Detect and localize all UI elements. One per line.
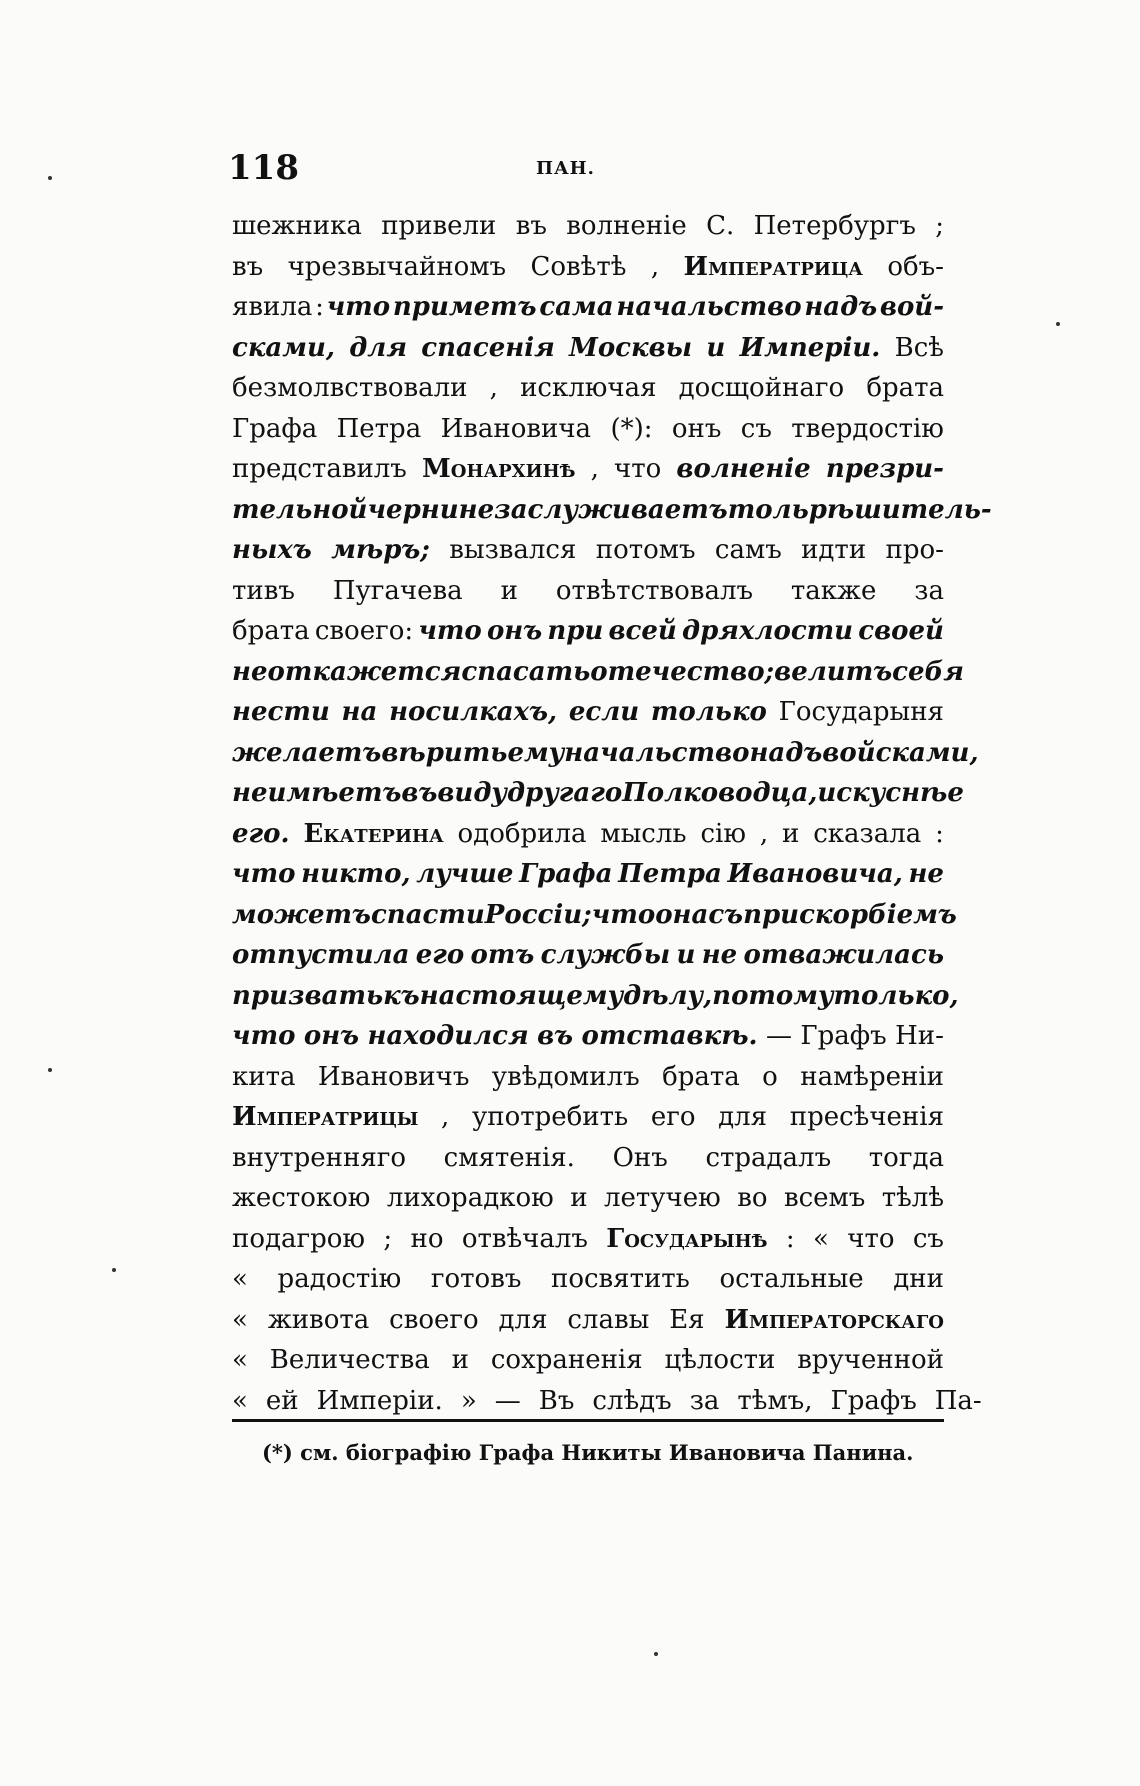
word: ныхъ [232,535,312,565]
word: съ [912,1223,944,1254]
word: ему [507,737,565,768]
word: потомъ [595,535,696,565]
word: лучше [416,859,514,889]
print-speck [48,176,52,180]
word: Екатерина [303,818,444,849]
text-line [232,1219,944,1260]
word: начальство [616,292,802,322]
text-line [232,1016,944,1057]
word: заслуживаетъ [494,494,728,525]
word: только, [833,980,959,1011]
word: Россіи; [484,899,592,930]
text-line [232,449,944,490]
word: Онъ [612,1142,668,1173]
text-line [232,1138,944,1179]
word: онъ [486,616,543,646]
word: въ [537,1021,574,1051]
word: лихорадкою [386,1183,554,1213]
word: презри- [825,454,944,484]
word: и [570,1183,588,1213]
word: Графъ [830,1385,917,1416]
word: объ- [887,251,944,282]
text-line [232,490,992,531]
word: что [232,859,296,889]
word: рѣшитель- [808,494,992,525]
word: во [737,1183,768,1213]
word: явила [232,292,313,322]
text-line [232,287,944,328]
word: : [935,818,944,849]
word: Ни- [895,1021,944,1051]
word: что [326,292,391,322]
word: мысль [600,818,687,849]
word: намѣреніи [800,1061,944,1092]
text-line [232,409,944,450]
word: не [458,494,495,525]
word: толь [727,494,809,525]
word: сохраненія [490,1345,643,1375]
word: и [706,332,726,363]
word: тѣмъ, [737,1385,813,1416]
word: « [232,1304,248,1335]
word: Императрица [683,251,863,282]
text-line [232,1178,944,1219]
word: дряхлости [682,616,854,646]
word: сками, [232,332,335,363]
text-line [232,1381,982,1422]
text-line [232,530,944,571]
word: за [914,575,944,606]
word: исключая [520,373,657,403]
text-line [232,206,944,247]
word: откажется [267,656,462,687]
word: желаетъ [232,737,382,768]
text-line [232,935,944,976]
word: Совѣтѣ [530,251,627,282]
text-line [232,368,944,409]
word: всей [608,616,677,646]
word: , [650,251,660,282]
word: имѣетъ [267,778,402,808]
word: онъ [303,1021,360,1051]
word: своего: [314,616,414,646]
word: представилъ [232,454,407,484]
word: ей [265,1385,299,1416]
word: славы [567,1304,650,1335]
body-text [232,206,992,1421]
word: виду [437,778,507,808]
word: Полководца, [622,778,818,808]
word: брата [662,1061,740,1092]
word: цѣлости [664,1345,776,1375]
word: и [782,818,800,849]
word: если [568,697,640,727]
text-line [232,652,964,693]
text-line [232,1340,944,1381]
word: мѣръ; [331,535,430,565]
word: съ [740,413,772,444]
print-speck [48,1068,52,1072]
word: брата [232,616,310,646]
text-line [232,328,944,369]
word: своего [389,1304,479,1335]
word: « [812,1223,829,1254]
word: надъ [804,292,878,322]
word: не [232,778,268,808]
word: отвѣтствовалъ [555,575,753,606]
word: самъ [714,535,782,565]
word: шежника [232,211,362,241]
word: Ея [669,1304,705,1335]
word: тивъ [232,575,295,606]
word: она [655,899,709,930]
word: ; [935,211,944,241]
word: прискорбіемъ [743,899,957,930]
word: что [591,899,656,930]
word: Императорскаго [724,1304,944,1335]
word: спасти [370,899,485,930]
word: но [410,1223,444,1254]
word: безмолвствовали [232,373,468,403]
word: вызвался [449,535,577,565]
word: и [451,1345,469,1375]
text-line [232,1057,944,1098]
word: вой- [879,292,944,322]
word: « [232,1345,248,1375]
word: брата [866,373,944,403]
word: Имперіи. [316,1385,443,1416]
word: остальные [719,1264,864,1294]
text-line [232,692,944,733]
word: Ивановича [440,413,592,444]
word: чрезвычайномъ [287,251,507,282]
word: увѣдомилъ [491,1061,640,1092]
word: что [847,1223,895,1254]
word: отвѣчалъ [461,1223,588,1254]
page-header [228,148,948,188]
word: своей [858,616,944,646]
word: Москвы [569,332,693,363]
text-line [232,854,944,895]
word: носилкахъ, [389,697,558,727]
word: кита [232,1061,296,1092]
text-line [232,976,959,1017]
word: не [701,940,738,970]
word: Петра [618,859,722,889]
word: дни [893,1264,944,1294]
word: Пугачева [332,575,463,606]
word: что [614,454,662,484]
word: Въ [538,1385,575,1416]
word: о [762,1061,778,1092]
word: Величества [269,1345,430,1375]
word: спасенія [421,332,555,363]
word: при [547,616,604,646]
word: никто, [301,859,411,889]
word: пресѣченія [789,1102,944,1132]
word: Государынѣ [606,1223,768,1254]
word: идти [801,535,867,565]
word: отставкѣ. [581,1021,758,1051]
text-line [232,773,964,814]
word: твердостію [791,413,944,444]
word: Императрицы [232,1102,419,1132]
word: для [349,332,408,363]
word: не [908,859,944,889]
word: его [415,940,465,970]
word: къ [383,980,420,1011]
word: онъ [671,413,722,444]
word: ; [383,1223,393,1254]
word: волненіе [676,454,811,484]
word: жестокою [232,1183,371,1213]
word: Графа [519,859,613,889]
word: Ивановичъ [317,1061,470,1092]
word: Ивановича, [727,859,903,889]
word: отпустила [232,940,410,970]
word: на [341,697,378,727]
text-line [232,814,944,855]
word: волненіе [566,211,687,241]
word: (*): [610,413,653,444]
text-line [232,1259,944,1300]
word: радостію [277,1264,402,1294]
word: и [676,940,696,970]
word: ; [764,656,775,687]
text-line [232,1097,944,1138]
word: отважилась [743,940,944,970]
word: готовъ [430,1264,522,1294]
word: настоящему [419,980,624,1011]
word: досщойнаго [678,373,845,403]
word: — [766,1021,792,1051]
word: не [232,656,268,687]
word: , [759,818,769,849]
word: , [489,373,498,403]
word: и [500,575,518,606]
word: тѣлѣ [881,1183,944,1213]
word: слѣдъ [592,1385,672,1416]
word: , [441,1102,450,1132]
word: врученной [797,1345,944,1375]
word: за [689,1385,720,1416]
word: тельной [232,494,368,525]
text-line [232,895,957,936]
word: приметъ [392,292,537,322]
word: въ [515,211,547,241]
word: начальство [564,737,750,768]
word: для [498,1304,548,1335]
word: » [460,1385,477,1416]
word: отъ [470,940,535,970]
word: надъ [749,737,823,768]
word: : [315,292,324,322]
word: только [650,697,767,727]
word: Всѣ [894,332,944,363]
word: Графъ [800,1021,887,1051]
word: потому [712,980,834,1011]
word: Государыня [778,697,944,727]
word: Монархинѣ [421,454,576,484]
word: Графа [232,413,318,444]
word: другаго [506,778,623,808]
word: въ [401,778,438,808]
word: Имперіи. [739,332,881,363]
word: посвятить [551,1264,690,1294]
word: спасать [461,656,591,687]
word: для [718,1102,768,1132]
word: службы [540,940,671,970]
word: также [790,575,877,606]
word: что [232,1021,296,1051]
word: черни [367,494,459,525]
text-line [232,571,944,612]
word: дѣлу, [623,980,713,1011]
word: одобрила [457,818,587,849]
word: вѣрить [381,737,508,768]
word: , [590,454,599,484]
word: сказала [813,818,922,849]
word: Петербургъ [753,211,916,241]
word: его. [232,818,290,849]
word: что [418,616,482,646]
word: себя [892,656,964,687]
word: подагрою [232,1223,366,1254]
word: : [785,1223,795,1254]
word: привели [381,211,497,241]
word: употребить [471,1102,629,1132]
text-line [232,733,979,774]
word: велитъ [774,656,893,687]
word: войсками, [822,737,979,768]
word: его [650,1102,696,1132]
footnote-divider [232,1419,944,1422]
word: тогда [868,1142,944,1173]
text-line [232,611,944,652]
word: С. [706,211,735,241]
print-speck [1056,322,1060,326]
print-speck [112,1268,116,1272]
word: « [232,1264,248,1294]
word: смятенія. [443,1142,575,1173]
running-head: ПАН. [536,158,595,179]
word: нести [232,697,330,727]
word: отечество [590,656,765,687]
word: летучею [603,1183,721,1213]
word: « [232,1385,248,1416]
word: Па- [934,1385,982,1416]
word: Петра [336,413,422,444]
text-line [232,1300,944,1341]
word: всемъ [783,1183,866,1213]
footnote: (*) см. біографію Графа Никиты Ивановича Панина. [262,1440,914,1465]
text-line [232,247,944,288]
word: призвать [232,980,384,1011]
word: можетъ [232,899,371,930]
word: сію [700,818,746,849]
word: — [494,1385,521,1416]
print-speck [654,1652,658,1656]
word: съ [708,899,744,930]
word: страдалъ [705,1142,832,1173]
page-number: 118 [228,148,299,188]
word: сама [539,292,614,322]
word: въ [232,251,264,282]
word: внутренняго [232,1142,407,1173]
word: находился [367,1021,529,1051]
word: искуснѣе [817,778,964,808]
word: про- [885,535,944,565]
word: живота [267,1304,370,1335]
